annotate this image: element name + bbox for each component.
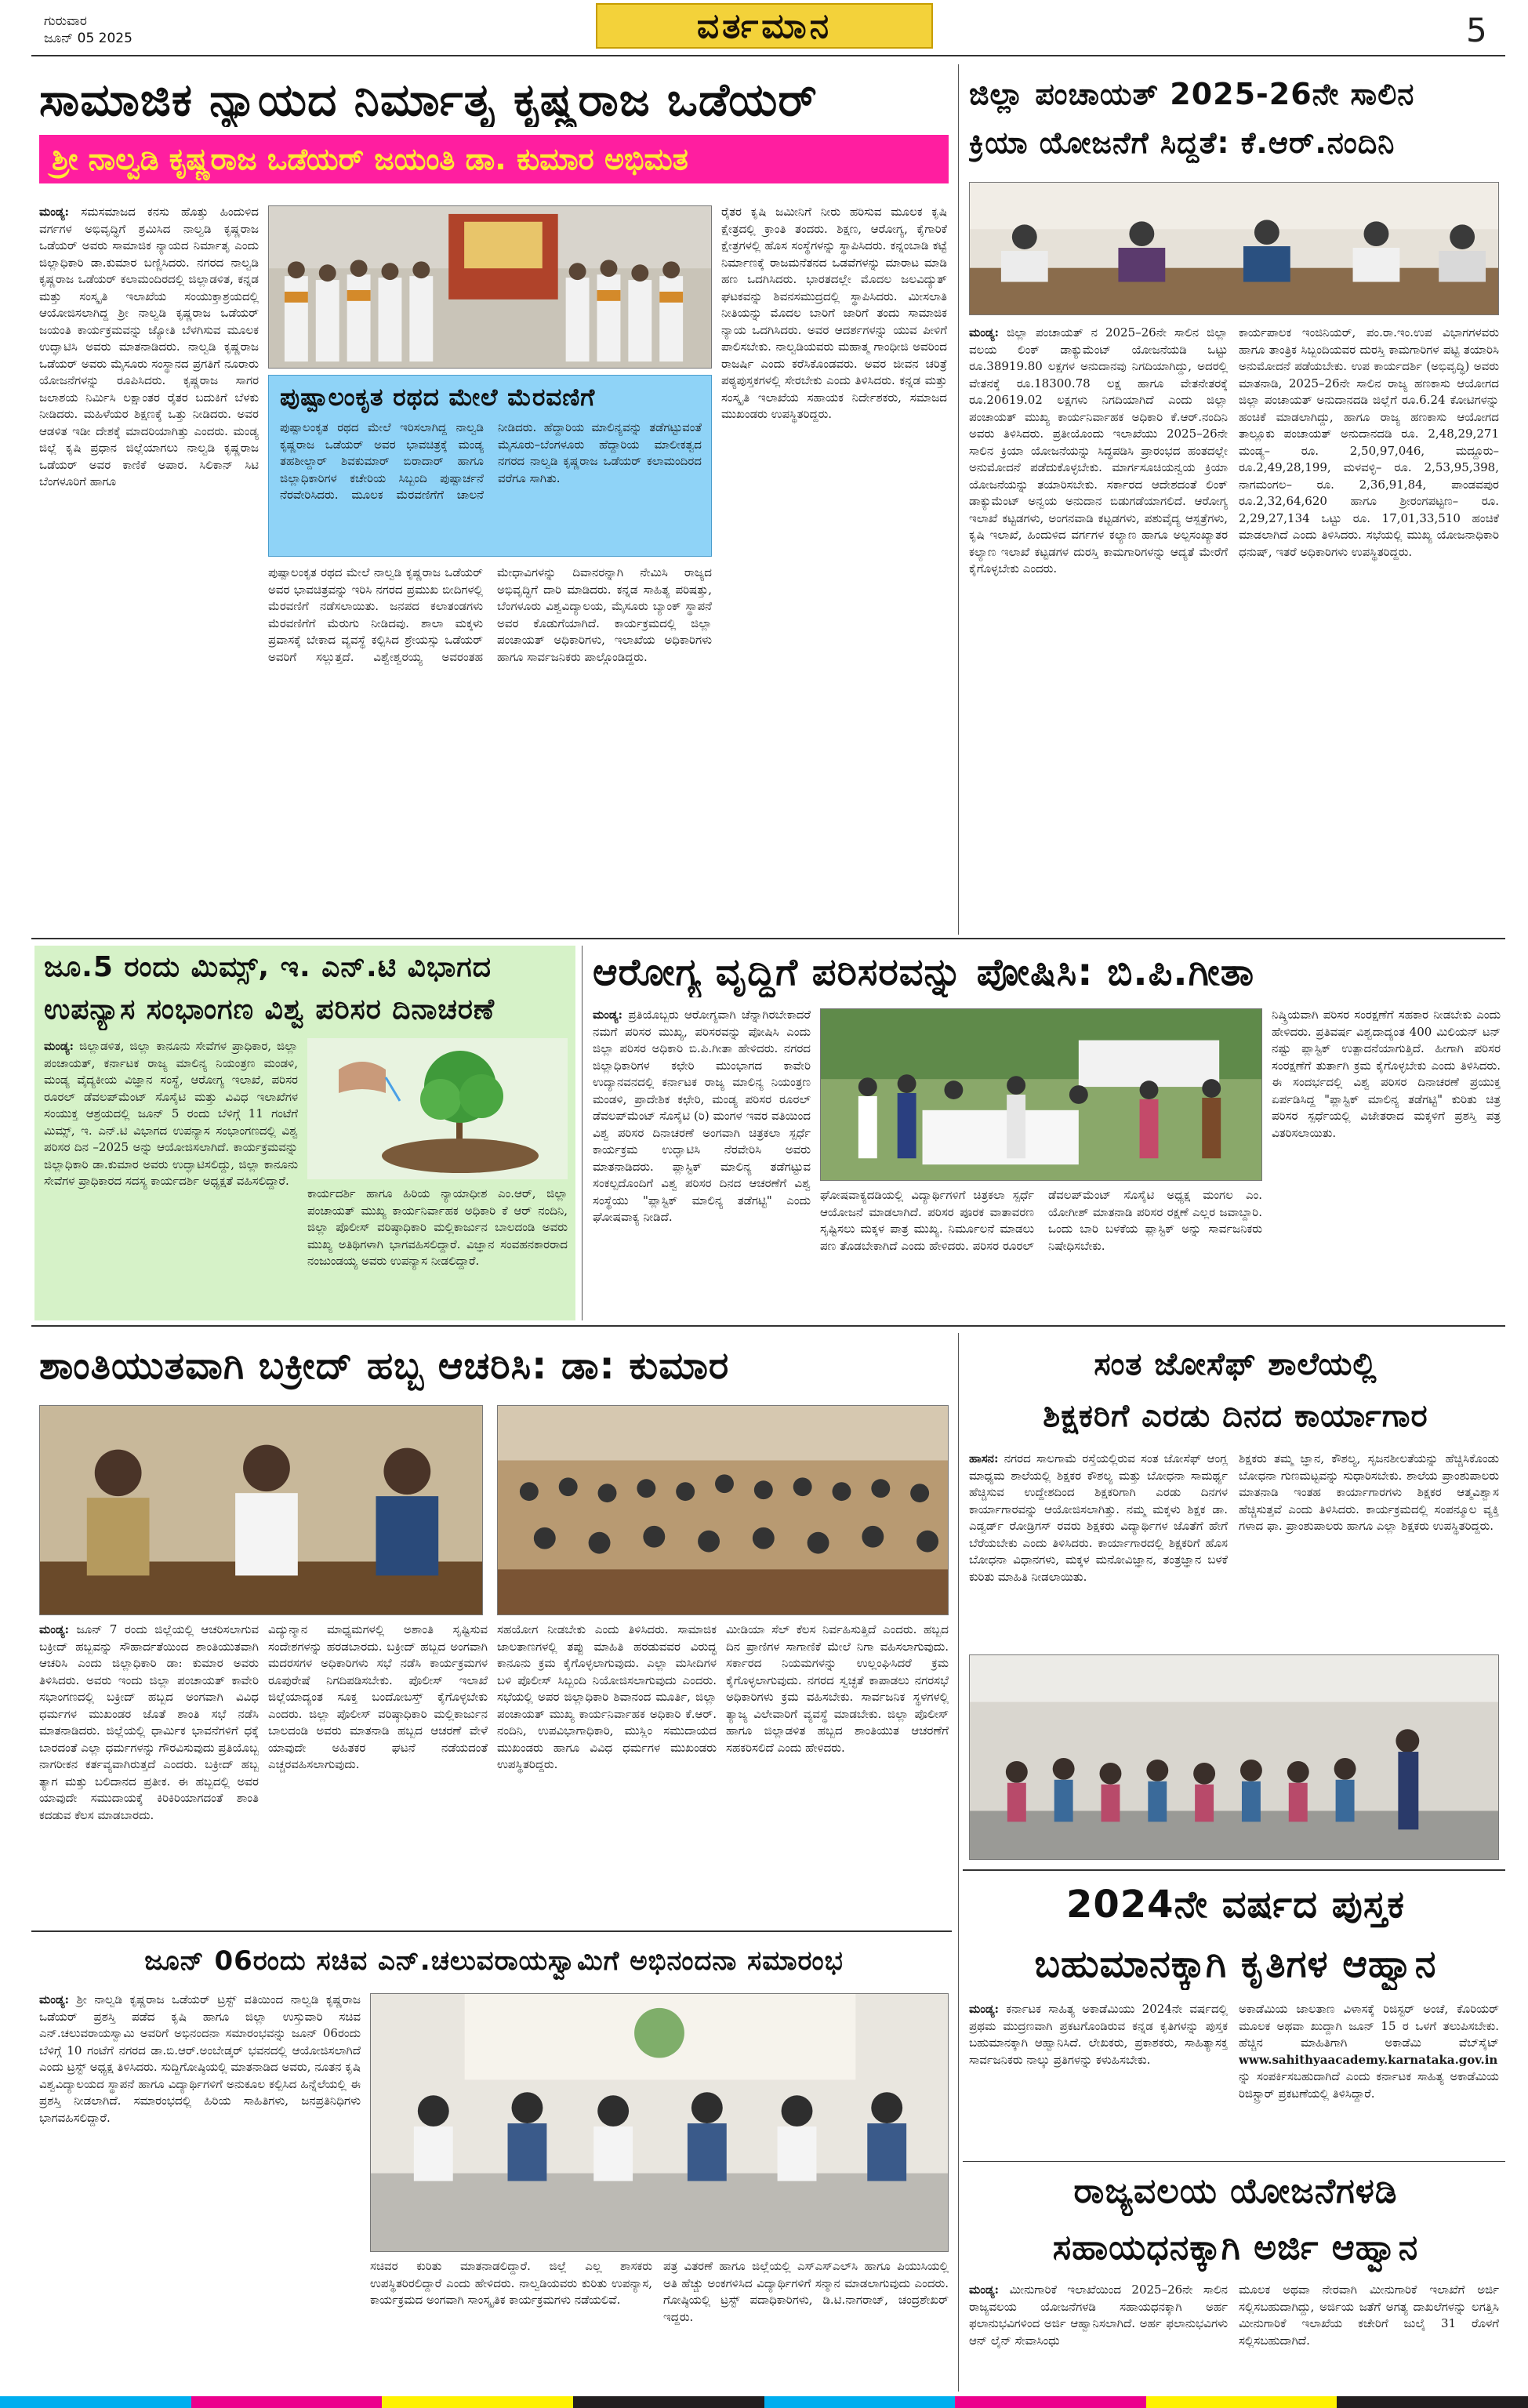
article4-headline: ಆರೋಗ್ಯ ವೃದ್ಧಿಗೆ ಪರಿಸರವನ್ನು ಪೋಷಿಸಿ: ಬಿ.ಪಿ.ಗೀತಾ — [593, 950, 1255, 994]
section-rule-5 — [963, 2161, 1505, 2162]
article7-column-2: ಸಚಿವರ ಕುರಿತು ಮಾತನಾಡಲಿದ್ದಾರೆ. ಜಿಲ್ಲೆ ಎಲ್ಲ ಶಾಸಕರು ಉಪಸ್ಥಿತರಿರಲಿದ್ದಾರೆ ಎಂದು ಹೇಳಿದರು. ನಾಲ್ವಡಿಯವರು ಕುರಿತು ಉಪನ್ಯಾಸ, ಕಾರ್ಯಕ್ರಮದ ಅಂಗವಾಗಿ ಸಾಂಸ್ಕೃತಿಕ ಕಾರ್ಯಕ್ರಮಗಳು ನಡೆಯಲಿವೆ. — [370, 2259, 652, 2307]
article5-dateline: ಮಂಡ್ಯ: — [39, 1622, 70, 1636]
section-rule-3 — [31, 1930, 952, 1932]
article6-column-2: ಶಿಕ್ಷಕರು ತಮ್ಮ ಜ್ಞಾನ, ಕೌಶಲ್ಯ, ಸೃಜನಶೀಲತೆಯನ್ನು ಹೆಚ್ಚಿಸಿಕೊಂಡು ಬೋಧನಾ ಗುಣಮಟ್ಟವನ್ನು ಸುಧಾರಿಸಬೇಕು. ಶಾಲೆಯ ಪ್ರಾಂಶುಪಾಲರು ಮಾತನಾಡಿ ಇಂತಹ ಕಾರ್ಯಾಗಾರಗಳು ಶಿಕ್ಷಕರ ಆತ್ಮವಿಶ್ವಾಸ ಹೆಚ್ಚಿಸುತ್ತವೆ ಎಂದು ತಿಳಿಸಿದರು. ಕಾರ್ಯಕ್ರಮದಲ್ಲಿ ಸಂಪನ್ಮೂಲ ವ್ಯಕ್ತಿ ಗಳಾದ ಫಾ. ಪ್ರಾಂಶುಪಾಲರು ಹಾಗೂ ಎಲ್ಲಾ ಶಿಕ್ಷಕರು ಉಪಸ್ಥಿತರಿದ್ದರು. — [1239, 1451, 1499, 1533]
article3-headline-line-2: ಉಪನ್ಯಾಸ ಸಂಭಾಂಗಣ ವಿಶ್ವ ಪರಿಸರ ದಿನಾಚರಣೆ — [44, 993, 495, 1026]
page-number: 5 — [1466, 11, 1487, 49]
column-divider — [958, 1874, 959, 2392]
print-registration-marks — [0, 2396, 1528, 2408]
article9-column-2: ಮೂಲಕ ಅಥವಾ ನೇರವಾಗಿ ಮೀನುಗಾರಿಕೆ ಇಲಾಖೆಗೆ ಅರ್ಜಿ ಸಲ್ಲಿಸಬಹುದಾಗಿದ್ದು, ಅರ್ಜಿಯ ಜತೆಗೆ ಅಗತ್ಯ ದಾಖಲೆಗಳನ್ನು ಲಗತ್ತಿಸಿ ಮೀನುಗಾರಿಕೆ ಇಲಾಖೆಯ ಕಚೇರಿಗೆ ಜುಲೈ 31 ರೊಳಗೆ ಸಲ್ಲಿಸಬಹುದಾಗಿದೆ. — [1239, 2283, 1499, 2348]
article1-column-1: ಮಂಡ್ಯ: ಸಮಸಮಾಜದ ಕನಸು ಹೊತ್ತು ಹಿಂದುಳಿದ ವರ್ಗಗಳ ಅಭಿವೃದ್ಧಿಗೆ ಶ್ರಮಿಸಿದ ನಾಲ್ವಡಿ ಕೃಷ್ಣರಾಜ ಒಡೆಯರ್ ಅವರು ಸಾಮಾಜಿಕ ನ್ಯಾಯದ ನಿರ್ಮಾತೃ ಎಂದು ಜಿಲ್ಲಾಧಿಕಾರಿ ಡಾ.ಕುಮಾರ ಬಣ್ಣಿಸಿದರು. ನಗರದ ನಾಲ್ವಡಿ ಕೃಷ್ಣರಾಜ ಒಡೆಯರ್ ಕಲಾಮಂದಿರದಲ್ಲಿ ಜಿಲ್ಲಾಡಳಿತ, ಕನ್ನಡ ಮತ್ತು ಸಂಸ್ಕೃತಿ ಇಲಾಖೆಯ ಸಂಯುಕ್ತಾಶ್ರಯದಲ್ಲಿ ಆಯೋಜಿಸಲಾಗಿದ್ದ ಶ್ರೀ ನಾಲ್ವಡಿ ಕೃಷ್ಣರಾಜ ಒಡೆಯರ್ ಜಯಂತಿ ಕಾರ್ಯಕ್ರಮವನ್ನು ಜ್ಯೋತಿ ಬೆಳಗಿಸುವ ಮೂಲಕ ಉದ್ಘಾಟಿಸಿ ಅವರು ಮಾತನಾಡಿದರು. ನಾಲ್ವಡಿ ಕೃಷ್ಣರಾಜ ಒಡೆಯರ್ ಅವರು ಮೈಸೂರು ಸಂಸ್ಥಾನದ ಪ್ರಗತಿಗೆ ನೂರಾರು ಯೋಜನೆಗಳನ್ನು ರೂಪಿಸಿದರು. ಕೃಷ್ಣರಾಜ ಸಾಗರ ಜಲಾಶಯ ನಿರ್ಮಿಸಿ ಲಕ್ಷಾಂತರ ರೈತರ ಬದುಕಿಗೆ ಬೆಳಕು ನೀಡಿದರು. ಮಹಿಳೆಯರ ಶಿಕ್ಷಣಕ್ಕೆ ಒತ್ತು ನೀಡಿದರು. ಅವರ ಆಡಳಿತ ಇಡೀ ದೇಶಕ್ಕೆ ಮಾದರಿಯಾಗಿತ್ತು ಎಂದರು. ಮಂಡ್ಯ ಜಿಲ್ಲೆ ಕೃಷಿ ಪ್ರಧಾನ ಜಿಲ್ಲೆಯಾಗಲು ನಾಲ್ವಡಿ ಕೃಷ್ಣರಾಜ ಒಡೆಯರ್ ಅವರ ಕಾಣಿಕೆ ಅಪಾರ. ಸಿಲಿಕಾನ್ ಸಿಟಿ ಬೆಂಗಳೂರಿಗೆ ಹಾಗೂ — [39, 205, 259, 489]
article1-headline: ಸಾಮಾಜಿಕ ನ್ಯಾಯದ ನಿರ್ಮಾತೃ ಕೃಷ್ಣರಾಜ ಒಡೆಯರ್ — [39, 73, 818, 126]
article2-photo — [969, 182, 1499, 315]
article7-column-1: ಮಂಡ್ಯ: ಶ್ರೀ ನಾಲ್ವಡಿ ಕೃಷ್ಣರಾಜ ಒಡೆಯರ್ ಟ್ರಸ್ಟ್ ವತಿಯಿಂದ ನಾಲ್ವಡಿ ಕೃಷ್ಣರಾಜ ಒಡೆಯರ್ ಪ್ರಶಸ್ತಿ ಪಡೆದ ಕೃಷಿ ಹಾಗೂ ಜಿಲ್ಲಾ ಉಸ್ತುವಾರಿ ಸಚಿವ ಎನ್.ಚಲುವರಾಯಸ್ವಾಮಿ ಅವರಿಗೆ ಅಭಿನಂದನಾ ಸಮಾರಂಭವನ್ನು ಜೂನ್ 06ರಂದು ಬೆಳಿಗ್ಗೆ 10 ಗಂಟೆಗೆ ನಗರದ ಡಾ.ಬಿ.ಆರ್.ಅಂಬೇಡ್ಕರ್ ಭವನದಲ್ಲಿ ಆಯೋಜಿಸಲಾಗಿದೆ ಎಂದು ಟ್ರಸ್ಟ್ ಅಧ್ಯಕ್ಷ ತಿಳಿಸಿದರು. ಸುದ್ದಿಗೋಷ್ಠಿಯಲ್ಲಿ ಮಾತನಾಡಿದ ಅವರು, ನೂತನ ಕೃಷಿ ವಿಶ್ವವಿದ್ಯಾಲಯದ ಸ್ಥಾಪನೆ ಹಾಗೂ ವಿದ್ಯಾರ್ಥಿಗಳಿಗೆ ಅನುಕೂಲ ಕಲ್ಪಿಸಿದ ಹಿನ್ನೆಲೆಯಲ್ಲಿ ಈ ಪ್ರಶಸ್ತಿ ನೀಡಲಾಗಿದೆ. ಸಮಾರಂಭದಲ್ಲಿ ಹಿರಿಯ ಸಾಹಿತಿಗಳು, ಜನಪ್ರತಿನಿಧಿಗಳು ಭಾಗವಹಿಸಲಿದ್ದಾರೆ. — [39, 1992, 361, 2125]
section-rule-2 — [31, 1325, 1505, 1327]
park-event-photo-icon — [821, 1009, 1261, 1180]
tree-in-hands-icon — [307, 1038, 568, 1179]
article1-column-2: ಪುಷ್ಪಾಲಂಕೃತ ರಥದ ಮೇಲೆ ನಾಲ್ವಡಿ ಕೃಷ್ಣರಾಜ ಒಡೆಯರ್ ಅವರ ಭಾವಚಿತ್ರವನ್ನು ಇರಿಸಿ ನಗರದ ಪ್ರಮುಖ ಬೀದಿಗಳಲ್ಲಿ ಮೆರವಣಿಗೆ ನಡೆಸಲಾಯಿತು. ಜನಪದ ಕಲಾತಂಡಗಳು ಮೆರವಣಿಗೆಗೆ ಮೆರುಗು ನೀಡಿದವು. ಶಾಲಾ ಮಕ್ಕಳು ಪ್ರವಾಸಕ್ಕೆ ಬೇಕಾದ ವ್ಯವಸ್ಥೆ ಕಲ್ಪಿಸಿದ ಶ್ರೇಯಸ್ಸು ಒಡೆಯರ್ ಅವರಿಗೆ ಸಲ್ಲುತ್ತದೆ. ವಿಶ್ವೇಶ್ವರಯ್ಯ ಅವರಂತಹ ಮೇಧಾವಿಗಳನ್ನು ದಿವಾನರನ್ನಾಗಿ ನೇಮಿಸಿ ರಾಜ್ಯದ ಅಭಿವೃದ್ಧಿಗೆ ದಾರಿ ಮಾಡಿದರು. ಕನ್ನಡ ಸಾಹಿತ್ಯ ಪರಿಷತ್ತು, ಬೆಂಗಳೂರು ವಿಶ್ವವಿದ್ಯಾಲಯ, ಮೈಸೂರು ಬ್ಯಾಂಕ್ ಸ್ಥಾಪನೆ ಅವರ ಕೊಡುಗೆಯಾಗಿದೆ. ಕಾರ್ಯಕ್ರಮದಲ್ಲಿ ಜಿಲ್ಲಾ ಪಂಚಾಯತ್ ಅಧಿಕಾರಿಗಳು, ಇಲಾಖೆಯ ಅಧಿಕಾರಿಗಳು ಹಾಗೂ ಸಾರ್ವಜನಿಕರು ಪಾಲ್ಗೊಂಡಿದ್ದರು. — [268, 565, 712, 664]
masthead-rule — [31, 55, 1505, 56]
article5-photo-1 — [39, 1405, 483, 1615]
article2-headline-line-2: ಕ್ರಿಯಾ ಯೋಜನೆಗೆ ಸಿದ್ಧತೆ: ಕೆ.ಆರ್.ನಂದಿನಿ — [969, 125, 1396, 160]
article8-dateline: ಮಂಡ್ಯ: — [969, 2002, 1000, 2016]
article2-column-2: ಕಾರ್ಯಪಾಲಕ ಇಂಜಿನಿಯರ್, ಪಂ.ರಾ.ಇಂ.ಉಪ ವಿಭಾಗಗಳವರು ಹಾಗೂ ತಾಂತ್ರಿಕ ಸಿಬ್ಬಂದಿಯವರ ದುರಸ್ತಿ ಕಾಮಗಾರಿಗಳ ಪಟ್ಟಿ ತಯಾರಿಸಿ ಅನುಮೋದನೆ ಪಡೆಯಬೇಕು. ಉಪ ಕಾರ್ಯದರ್ಶಿ (ಅಭಿವೃದ್ಧಿ) ಅವರು ಮಾತನಾಡಿ, 2025–26ನೇ ಸಾಲಿನ ರಾಜ್ಯ ಹಣಕಾಸು ಆಯೋಗದ ಜಿಲ್ಲಾ ಪಂಚಾಯತ್ ಅನುದಾನದಡಿ ಜಿಲ್ಲೆಗೆ ರೂ.6.24 ಕೋಟಿಗಳನ್ನು ಹಂಚಿಕೆ ಮಾಡಲಾಗಿದ್ದು, ಹಾಗೂ ರಾಜ್ಯ ಹಣಕಾಸು ಆಯೋಗದ ತಾಲ್ಲೂಕು ಪಂಚಾಯತ್ ಅನುದಾನದಡಿ ರೂ. 2,48,29,271 ಮಂಡ್ಯ– ರೂ. 2,50,97,046, ಮದ್ದೂರು– ರೂ.2,49,28,199, ಮಳವಳ್ಳಿ– ರೂ. 2,53,95,398, ನಾಗಮಂಗಲ– ರೂ. 2,36,91,84, ಪಾಂಡವಪುರ ರೂ.2,32,64,620 ಹಾಗೂ ಶ್ರೀರಂಗಪಟ್ಟಣ– ರೂ. 2,29,27,134 ಒಟ್ಟು ರೂ. 17,01,33,510 ಹಂಚಿಕೆ ಮಾಡಲಾಗಿದೆ ಎಂದು ತಿಳಿಸಿದರು. ಸಭೆಯಲ್ಲಿ ಮುಖ್ಯ ಯೋಜನಾಧಿಕಾರಿ ಧನುಷ್, ಇತರೆ ಅಧಿಕಾರಿಗಳು ಉಪಸ್ಥಿತರಿದ್ದರು. — [1239, 325, 1499, 559]
sidebar-box-headline: ಪುಷ್ಪಾಲಂಕೃತ ರಥದ ಮೇಲೆ ಮೆರವಣಿಗೆ — [280, 383, 596, 412]
article6-dateline: ಹಾಸನ: — [969, 1451, 999, 1466]
article6-column-1: ಹಾಸನ: ನಗರದ ಸಾಲಗಾಮೆ ರಸ್ತೆಯಲ್ಲಿರುವ ಸಂತ ಜೋಸೆಫ್ ಆಂಗ್ಲ ಮಾಧ್ಯಮ ಶಾಲೆಯಲ್ಲಿ ಶಿಕ್ಷಕರ ಕೌಶಲ್ಯ ಮತ್ತು ಬೋಧನಾ ಸಾಮರ್ಥ್ಯ ಹೆಚ್ಚಿಸುವ ಉದ್ದೇಶದಿಂದ ಶಿಕ್ಷಕರಿಗಾಗಿ ಎರಡು ದಿನಗಳ ಕಾರ್ಯಾಗಾರವನ್ನು ಆಯೋಜಿಸಲಾಗಿತ್ತು. ನಮ್ಮ ಮಕ್ಕಳು ಶಿಕ್ಷಕ ಡಾ. ಎಡ್ವರ್ಡ್ ರೋಡ್ರಿಗಸ್ ರವರು ಶಿಕ್ಷಕರು ವಿದ್ಯಾರ್ಥಿಗಳ ಜೊತೆಗೆ ಹೇಗೆ ಬೆರೆಯಬೇಕು ಎಂದು ತಿಳಿಸಿದರು. ಕಾರ್ಯಾಗಾರದಲ್ಲಿ ಶಿಕ್ಷಕರಿಗೆ ಹೊಸ ಬೋಧನಾ ವಿಧಾನಗಳು, ಮಕ್ಕಳ ಮನೋವಿಜ್ಞಾನ, ತಂತ್ರಜ್ಞಾನ ಬಳಕೆ ಕುರಿತು ಮಾಹಿತಿ ನೀಡಲಾಯಿತು. — [969, 1451, 1228, 1584]
article4-dateline: ಮಂಡ್ಯ: — [593, 1008, 623, 1022]
article7-dateline: ಮಂಡ್ಯ: — [39, 1992, 70, 2007]
article6-headline-line-2: ಶಿಕ್ಷಕರಿಗೆ ಎರಡು ದಿನದ ಕಾರ್ಯಾಗಾರ — [1043, 1398, 1428, 1434]
article4-column-3: ನಿಷ್ಕ್ರಿಯವಾಗಿ ಪರಿಸರ ಸಂರಕ್ಷಣೆಗೆ ಸಹಕಾರ ನೀಡಬೇಕು ಎಂದು ಹೇಳಿದರು. ಪ್ರತಿವರ್ಷ ವಿಶ್ವದಾದ್ಯಂತ 400 ಮಿಲಿಯನ್ ಟನ್ ನಷ್ಟು ಪ್ಲಾಸ್ಟಿಕ್ ಉತ್ಪಾದನೆಯಾಗುತ್ತಿದೆ. ಹೀಗಾಗಿ ಪರಿಸರ ಸಂರಕ್ಷಣೆಗೆ ತುರ್ತಾಗಿ ಕ್ರಮ ಕೈಗೊಳ್ಳಬೇಕು ಎಂದು ತಿಳಿಸಿದರು. ಈ ಸಂದರ್ಭದಲ್ಲಿ ವಿಶ್ವ ಪರಿಸರ ದಿನಾಚರಣೆ ಪ್ರಯುಕ್ತ ಏರ್ಪಡಿಸಿದ್ದ "ಪ್ಲಾಸ್ಟಿಕ್ ಮಾಲಿನ್ಯ ತಡೆಗಟ್ಟಿ" ಕುರಿತು ಚಿತ್ರ ಪರಿಸರ ಸ್ಪರ್ಧೆಯಲ್ಲಿ ವಿಜೇತರಾದ ಮಕ್ಕಳಿಗೆ ಪ್ರಶಸ್ತಿ ಪತ್ರ ವಿತರಿಸಲಾಯಿತು. — [1272, 1008, 1501, 1140]
article1-sidebar-box — [268, 375, 712, 557]
article3-column-1: ಮಂಡ್ಯ: ಜಿಲ್ಲಾಡಳಿತ, ಜಿಲ್ಲಾ ಕಾನೂನು ಸೇವೆಗಳ ಪ್ರಾಧಿಕಾರ, ಜಿಲ್ಲಾ ಪಂಚಾಯತ್, ಕರ್ನಾಟಕ ರಾಜ್ಯ ಮಾಲಿನ್ಯ ನಿಯಂತ್ರಣ ಮಂಡಳಿ, ಮಂಡ್ಯ ವೈದ್ಯಕೀಯ ವಿಜ್ಞಾನ ಸಂಸ್ಥೆ, ಆರೋಗ್ಯ ಇಲಾಖೆ, ಪರಿಸರ ರೂರಲ್ ಡೆವಲಪ್‌ಮೆಂಟ್ ಸೊಸೈಟಿ ಮತ್ತು ವಿವಿಧ ಇಲಾಖೆಗಳ ಸಂಯುಕ್ತ ಆಶ್ರಯದಲ್ಲಿ ಜೂನ್ 5 ರಂದು ಬೆಳಿಗ್ಗೆ 11 ಗಂಟೆಗೆ ಮಿಮ್ಸ್, ಇ. ಎನ್.ಟಿ ವಿಭಾಗದ ಉಪನ್ಯಾಸ ಸಂಭಾಂಗಣದಲ್ಲಿ ವಿಶ್ವ ಪರಿಸರ ದಿನ –2025 ಅನ್ನು ಆಯೋಜಿಸಲಾಗಿದೆ. ಕಾರ್ಯಕ್ರಮವನ್ನು ಜಿಲ್ಲಾಧಿಕಾರಿ ಡಾ.ಕುಮಾರ ಅವರು ಉದ್ಘಾಟಿಸಲಿದ್ದು, ಜಿಲ್ಲಾ ಕಾನೂನು ಸೇವೆಗಳ ಪ್ರಾಧಿಕಾರದ ಸದಸ್ಯ ಕಾರ್ಯದರ್ಶಿ ಅಧ್ಯಕ್ಷತೆ ವಹಿಸಲಿದ್ದಾರೆ. — [44, 1039, 298, 1188]
issue-date: ಜೂನ್ 05 2025 — [44, 31, 132, 46]
article1-photo — [268, 205, 712, 369]
article9-dateline: ಮಂಡ್ಯ: — [969, 2283, 1000, 2297]
issue-day: ಗುರುವಾರ — [44, 13, 87, 29]
article3-headline-line-1: ಜೂ.5 ರಂದು ಮಿಮ್ಸ್, ಇ. ಎನ್.ಟಿ ವಿಭಾಗದ — [44, 951, 492, 983]
article9-headline-line-1: ರಾಜ್ಯವಲಯ ಯೋಜನೆಗಳಡಿ — [1073, 2171, 1398, 2211]
article8-headline-line-2: ಬಹುಮಾನಕ್ಕಾಗಿ ಕೃತಿಗಳ ಆಹ್ವಾನ — [1034, 1942, 1437, 1986]
article4-photo — [820, 1008, 1262, 1181]
article1-column-3: ರೈತರ ಕೃಷಿ ಜಮೀನಿಗೆ ನೀರು ಹರಿಸುವ ಮೂಲಕ ಕೃಷಿ ಕ್ಷೇತ್ರದಲ್ಲಿ ಕ್ರಾಂತಿ ತಂದರು. ಶಿಕ್ಷಣ, ಆರೋಗ್ಯ, ಕೈಗಾರಿಕೆ ಕ್ಷೇತ್ರಗಳಲ್ಲಿ ಹೊಸ ಸಂಸ್ಥೆಗಳನ್ನು ಸ್ಥಾಪಿಸಿದರು. ಕನ್ನಂಬಾಡಿ ಕಟ್ಟೆ ನಿರ್ಮಾಣಕ್ಕೆ ರಾಜಮನೆತನದ ಒಡವೆಗಳನ್ನು ಮಾರಾಟ ಮಾಡಿ ಹಣ ಒದಗಿಸಿದರು. ಭಾರತದಲ್ಲೇ ಮೊದಲ ಜಲವಿದ್ಯುತ್ ಘಟಕವನ್ನು ಶಿವನಸಮುದ್ರದಲ್ಲಿ ಸ್ಥಾಪಿಸಿದರು. ಮೀಸಲಾತಿ ನೀತಿಯನ್ನು ಮೊದಲ ಬಾರಿಗೆ ಜಾರಿಗೆ ತಂದು ಸಾಮಾಜಿಕ ನ್ಯಾಯ ಒದಗಿಸಿದರು. ಅವರ ಆದರ್ಶಗಳನ್ನು ಯುವ ಪೀಳಿಗೆ ಪಾಲಿಸಬೇಕು. ನಾಲ್ವಡಿಯವರು ಮಹಾತ್ಮ ಗಾಂಧೀಜಿ ಅವರಿಂದ ರಾಜರ್ಷಿ ಎಂದು ಕರೆಸಿಕೊಂಡವರು. ಅವರ ಜೀವನ ಚರಿತ್ರೆ ಪಠ್ಯಪುಸ್ತಕಗಳಲ್ಲಿ ಸೇರಬೇಕು ಎಂದು ತಿಳಿಸಿದರು. ಕನ್ನಡ ಮತ್ತು ಸಂಸ್ಕೃತಿ ಇಲಾಖೆಯ ಸಹಾಯಕ ನಿರ್ದೇಶಕರು, ಸಮಾಜದ ಮುಖಂಡರು ಉಪಸ್ಥಿತರಿದ್ದರು. — [721, 205, 947, 421]
article5-column-4: ಮೀಡಿಯಾ ಸೆಲ್ ಕೆಲಸ ನಿರ್ವಹಿಸುತ್ತಿದೆ ಎಂದರು. ಹಬ್ಬದ ದಿನ ಪ್ರಾಣಿಗಳ ಸಾಗಾಣಿಕೆ ಮೇಲೆ ನಿಗಾ ವಹಿಸಲಾಗುವುದು. ಸರ್ಕಾರದ ನಿಯಮಗಳನ್ನು ಉಲ್ಲಂಘಿಸಿದರೆ ಕ್ರಮ ಕೈಗೊಳ್ಳಲಾಗುವುದು. ನಗರದ ಸ್ವಚ್ಛತೆ ಕಾಪಾಡಲು ನಗರಸಭೆ ಅಧಿಕಾರಿಗಳು ಕ್ರಮ ವಹಿಸಬೇಕು. ಸಾರ್ವಜನಿಕ ಸ್ಥಳಗಳಲ್ಲಿ ತ್ಯಾಜ್ಯ ವಿಲೇವಾರಿಗೆ ವ್ಯವಸ್ಥೆ ಮಾಡಬೇಕು. ಜಿಲ್ಲಾ ಪೊಲೀಸ್ ಹಾಗೂ ಜಿಲ್ಲಾಡಳಿತ ಹಬ್ಬದ ಶಾಂತಿಯುತ ಆಚರಣೆಗೆ ಸಹಕರಿಸಲಿದೆ ಎಂದು ಹೇಳಿದರು. — [726, 1622, 949, 1755]
sidebar-box-text: ಪುಷ್ಪಾಲಂಕೃತ ರಥದ ಮೇಲೆ ಇರಿಸಲಾಗಿದ್ದ ನಾಲ್ವಡಿ ಕೃಷ್ಣರಾಜ ಒಡೆಯರ್ ಅವರ ಭಾವಚಿತ್ರಕ್ಕೆ ಮಂಡ್ಯ ತಹಶೀಲ್ದಾರ್ ಶಿವಕುಮಾರ್ ಬಿರಾದಾರ್ ಹಾಗೂ ಜಿಲ್ಲಾಧಿಕಾರಿಗಳ ಕಚೇರಿಯ ಸಿಬ್ಬಂದಿ ಪುಷ್ಪಾರ್ಚನೆ ನೆರವೇರಿಸಿದರು. ಮೂಲಕ ಮೆರವಣಿಗೆಗೆ ಚಾಲನೆ ನೀಡಿದರು. ಹೆದ್ದಾರಿಯ ಮಾಲಿನ್ಯವನ್ನು ತಡೆಗಟ್ಟುವಂತೆ ಮೈಸೂರು–ಬೆಂಗಳೂರು ಹೆದ್ದಾರಿಯ ಮಾಲೀಕತ್ವದ ನಗರದ ನಾಲ್ವಡಿ ಕೃಷ್ಣರಾಜ ಒಡೆಯರ್ ಕಲಾಮಂದಿರದ ವರೆಗೂ ಸಾಗಿತು. — [280, 420, 702, 502]
academy-website-link[interactable]: www.sahithyaacademy.karnataka.gov.in — [1239, 2052, 1498, 2067]
newspaper-title: ವರ್ತಮಾನ — [596, 3, 933, 49]
column-divider — [958, 1333, 959, 1929]
section-rule-4 — [963, 1869, 1505, 1871]
ceremony-photo-icon — [269, 206, 711, 368]
article3-photo — [307, 1038, 568, 1179]
article3-column-2: ಕಾರ್ಯದರ್ಶಿ ಹಾಗೂ ಹಿರಿಯ ನ್ಯಾಯಾಧೀಶ ಎಂ.ಆರ್, ಜಿಲ್ಲಾ ಪಂಚಾಯತ್ ಮುಖ್ಯ ಕಾರ್ಯನಿರ್ವಾಹಕ ಅಧಿಕಾರಿ ಕೆ ಆರ್ ನಂದಿನಿ, ಜಿಲ್ಲಾ ಪೊಲೀಸ್ ವರಿಷ್ಠಾಧಿಕಾರಿ ಮಲ್ಲಿಕಾರ್ಜುನ ಬಾಲದಂಡಿ ಅವರು ಮುಖ್ಯ ಅತಿಥಿಗಳಾಗಿ ಭಾಗವಹಿಸಲಿದ್ದಾರೆ. ವಿಜ್ಞಾನ ಸಂವಹನಕಾರರಾದ ನಂಜುಂಡಯ್ಯ ಅವರು ಉಪನ್ಯಾಸ ನೀಡಲಿದ್ದಾರೆ. — [307, 1186, 568, 1268]
article6-photo — [969, 1654, 1499, 1860]
article5-headline: ಶಾಂತಿಯುತವಾಗಿ ಬಕ್ರೀದ್ ಹಬ್ಬ ಆಚರಿಸಿ: ಡಾ: ಕುಮಾರ — [39, 1344, 730, 1388]
officials-photo-icon — [40, 1406, 482, 1614]
classroom-photo-icon — [970, 1655, 1498, 1859]
article4-column-1: ಮಂಡ್ಯ: ಪ್ರತಿಯೊಬ್ಬರು ಆರೋಗ್ಯವಾಗಿ ಚೆನ್ನಾಗಿರಬೇಕಾದರೆ ನಮಗೆ ಪರಿಸರ ಮುಖ್ಯ, ಪರಿಸರವನ್ನು ಪೋಷಿಸಿ ಎಂದು ಜಿಲ್ಲಾ ಪರಿಸರ ಅಧಿಕಾರಿ ಬಿ.ಪಿ.ಗೀತಾ ಹೇಳಿದರು. ನಗರದ ಜಿಲ್ಲಾಧಿಕಾರಿಗಳ ಕಛೇರಿ ಮುಂಭಾಗದ ಕಾವೇರಿ ಉದ್ಯಾನವನದಲ್ಲಿ ಕರ್ನಾಟಕ ರಾಜ್ಯ ಮಾಲಿನ್ಯ ನಿಯಂತ್ರಣ ಮಂಡಳಿ, ಪ್ರಾದೇಶಿಕ ಕಛೇರಿ, ಮಂಡ್ಯ ಪರಿಸರ ರೂರಲ್ ಡೆವಲಪ್‌ಮೆಂಟ್ ಸೊಸೈಟಿ (ರಿ) ಮಂಗಳ ಇವರ ವತಿಯಿಂದ ವಿಶ್ವ ಪರಿಸರ ದಿನಾಚರಣೆ ಅಂಗವಾಗಿ ಚಿತ್ರಕಲಾ ಸ್ಪರ್ಧೆ ಕಾರ್ಯಕ್ರಮ ಉದ್ಘಾಟಿಸಿ ನೆರವೇರಿಸಿ ಅವರು ಮಾತನಾಡಿದರು. ಪ್ಲಾಸ್ಟಿಕ್ ಮಾಲಿನ್ಯ ತಡೆಗಟ್ಟುವ ಸಂಕಲ್ಪದೊಂದಿಗೆ ವಿಶ್ವ ಪರಿಸರ ದಿನದ ಆಚರಣೆಗೆ ವಿಶ್ವ ಸಂಸ್ಥೆಯು "ಪ್ಲಾಸ್ಟಿಕ್ ಮಾಲಿನ್ಯ ತಡೆಗಟ್ಟಿ" ಎಂದು ಘೋಷವಾಕ್ಯ ನೀಡಿದೆ. — [593, 1008, 811, 1224]
article7-photo — [370, 1993, 949, 2252]
article8-headline-line-1: 2024ನೇ ವರ್ಷದ ಪುಸ್ತಕ — [1065, 1883, 1406, 1927]
article7-headline: ಜೂನ್ 06ರಂದು ಸಚಿವ ಎನ್.ಚಲುವರಾಯಸ್ವಾಮಿಗೆ ಅಭಿನಂದನಾ ಸಮಾರಂಭ — [144, 1945, 844, 1977]
article1-dateline: ಮಂಡ್ಯ: — [39, 205, 70, 219]
article9-column-1: ಮಂಡ್ಯ: ಮೀನುಗಾರಿಕೆ ಇಲಾಖೆಯಿಂದ 2025–26ನೇ ಸಾಲಿನ ರಾಜ್ಯವಲಯ ಯೋಜನೆಗಳಡಿ ಸಹಾಯಧನಕ್ಕಾಗಿ ಅರ್ಹ ಫಲಾನುಭವಿಗಳಿಂದ ಅರ್ಜಿ ಆಹ್ವಾನಿಸಲಾಗಿದೆ. ಅರ್ಹ ಫಲಾನುಭವಿಗಳು ಆನ್ ಲೈನ್ ಸೇವಾಸಿಂಧು — [969, 2283, 1228, 2348]
article3-dateline: ಮಂಡ್ಯ: — [44, 1039, 74, 1053]
press-meet-photo-icon — [371, 1994, 948, 2251]
article1-subhead: ಶ್ರೀ ನಾಲ್ವಡಿ ಕೃಷ್ಣರಾಜ ಒಡೆಯರ್ ಜಯಂತಿ ಡಾ. ಕುಮಾರ ಅಭಿಮತ — [39, 135, 949, 183]
article2-headline-line-1: ಜಿಲ್ಲಾ ಪಂಚಾಯತ್ 2025-26ನೇ ಸಾಲಿನ — [969, 77, 1415, 111]
column-divider — [958, 64, 959, 935]
article7-column-3: ಪತ್ರ ವಿತರಣೆ ಹಾಗೂ ಜಿಲ್ಲೆಯಲ್ಲಿ ಎಸ್ಎಸ್ಎಲ್‌ಸಿ ಹಾಗೂ ಪಿಯುಸಿಯಲ್ಲಿ ಅತಿ ಹೆಚ್ಚು ಅಂಕಗಳಿಸಿದ ವಿದ್ಯಾರ್ಥಿಗಳಿಗೆ ಸನ್ಮಾನ ಮಾಡಲಾಗುವುದು ಎಂದರು. ಗೋಷ್ಠಿಯಲ್ಲಿ ಟ್ರಸ್ಟ್ ಪದಾಧಿಕಾರಿಗಳು, ಡಿ.ಟಿ.ನಾಗರಾಜ್, ಚಂದ್ರಶೇಖರ್ ಇದ್ದರು. — [663, 2259, 949, 2324]
article6-headline-line-1: ಸಂತ ಜೋಸೆಫ್ ಶಾಲೆಯಲ್ಲಿ — [1094, 1346, 1377, 1382]
article9-headline-line-2: ಸಹಾಯಧನಕ್ಕಾಗಿ ಅರ್ಜಿ ಆಹ್ವಾನ — [1052, 2228, 1419, 2268]
article2-column-1: ಮಂಡ್ಯ: ಜಿಲ್ಲಾ ಪಂಚಾಯತ್ ನ 2025–26ನೇ ಸಾಲಿನ ಜಿಲ್ಲಾ ವಲಯ ಲಿಂಕ್ ಡಾಕ್ಯುಮೆಂಟ್ ಯೋಜನೆಯಡಿ ಒಟ್ಟು ರೂ.38919.80 ಲಕ್ಷಗಳ ಅನುದಾನವು ನಿಗದಿಯಾಗಿದ್ದು, ಅದರಲ್ಲಿ ವೇತನಕ್ಕೆ ರೂ.18300.78 ಲಕ್ಷ ಹಾಗೂ ವೇತನೇತರಕ್ಕೆ ರೂ.20619.02 ಲಕ್ಷಗಳು ನಿಗದಿಯಾಗಿದೆ ಎಂದು ಜಿಲ್ಲಾ ಪಂಚಾಯತ್ ಮುಖ್ಯ ಕಾರ್ಯನಿರ್ವಾಹಕ ಅಧಿಕಾರಿ ಕೆ.ಆರ್.ನಂದಿನಿ ಅವರು ತಿಳಿಸಿದರು. ಪ್ರತೀಯೊಂದು ಇಲಾಖೆಯು 2025–26ನೇ ಸಾಲಿನ ಕ್ರಿಯಾ ಯೋಜನೆಯನ್ನು ಸಿದ್ಧಪಡಿಸಿ ಪ್ರಾರಂಭದ ಹಂತದಲ್ಲೇ ಅನುಮೋದನೆ ಪಡೆದುಕೊಳ್ಳಬೇಕು. ಮಾರ್ಗಸೂಚಿಯನ್ವಯ ಕ್ರಿಯಾ ಯೋಜನೆಯನ್ನು ತಯಾರಿಸಬೇಕು. ಸರ್ಕಾರದ ಆದೇಶದಂತೆ ಲಿಂಕ್ ಡಾಕ್ಯುಮೆಂಟ್ ಅನ್ವಯ ಅನುದಾನ ಬಿಡುಗಡೆಯಾಗಲಿದೆ. ಆರೋಗ್ಯ ಇಲಾಖೆ ಕಟ್ಟಡಗಳು, ಅಂಗನವಾಡಿ ಕಟ್ಟಡಗಳು, ಪಶುವೈದ್ಯ ಆಸ್ಪತ್ರೆಗಳು, ಕೃಷಿ ಇಲಾಖೆ, ಹಿಂದುಳಿದ ವರ್ಗಗಳ ಕಲ್ಯಾಣ ಹಾಗೂ ಅಲ್ಪಸಂಖ್ಯಾತರ ಕಲ್ಯಾಣ ಇಲಾಖೆ ಕಟ್ಟಡಗಳ ದುರಸ್ತಿ ಕಾಮಗಾರಿಗಳನ್ನು ಆದ್ಯತೆ ಮೇರೆಗೆ ಕೈಗೊಳ್ಳಬೇಕು ಎಂದರು. — [969, 325, 1228, 576]
article8-column-2: ಅಕಾಡೆಮಿಯ ಜಾಲತಾಣ ವಿಳಾಸಕ್ಕೆ ರಿಜಿಸ್ಟರ್ ಅಂಚೆ, ಕೊರಿಯರ್ ಮೂಲಕ ಅಥವಾ ಖುದ್ದಾಗಿ ಜೂನ್ 15 ರ ಒಳಗೆ ತಲುಪಿಸಬೇಕು. ಹೆಚ್ಚಿನ ಮಾಹಿತಿಗಾಗಿ ಅಕಾಡೆಮಿ ವೆಬ್‌ಸೈಟ್ www.sahithyaacademy.karnataka.gov.inನ್ನು ಸಂಪರ್ಕಿಸಬಹುದಾಗಿದೆ ಎಂದು ಕರ್ನಾಟಕ ಸಾಹಿತ್ಯ ಅಕಾಡೆಮಿಯ ರಿಜಿಸ್ಟ್ರಾರ್ ಪ್ರಕಟಣೆಯಲ್ಲಿ ತಿಳಿಸಿದ್ದಾರೆ. — [1239, 2002, 1499, 2101]
meeting-photo-icon — [970, 183, 1498, 314]
article8-column-1: ಮಂಡ್ಯ: ಕರ್ನಾಟಕ ಸಾಹಿತ್ಯ ಅಕಾಡೆಮಿಯು 2024ನೇ ವರ್ಷದಲ್ಲಿ ಪ್ರಥಮ ಮುದ್ರಣವಾಗಿ ಪ್ರಕಟಗೊಂಡಿರುವ ಕನ್ನಡ ಕೃತಿಗಳನ್ನು ಪುಸ್ತಕ ಬಹುಮಾನಕ್ಕಾಗಿ ಆಹ್ವಾನಿಸಿದೆ. ಲೇಖಕರು, ಪ್ರಕಾಶಕರು, ಸಾಹಿತ್ಯಾಸಕ್ತ ಸಾರ್ವಜನಿಕರು ನಾಲ್ಕು ಪ್ರತಿಗಳನ್ನು ಕಳುಹಿಸಬೇಕು. — [969, 2002, 1228, 2067]
article2-dateline: ಮಂಡ್ಯ: — [969, 325, 1000, 340]
section-rule-1 — [31, 938, 1505, 939]
article5-column-1: ಮಂಡ್ಯ: ಜೂನ್ 7 ರಂದು ಜಿಲ್ಲೆಯಲ್ಲಿ ಆಚರಿಸಲಾಗುವ ಬಕ್ರೀದ್ ಹಬ್ಬವನ್ನು ಸೌಹಾರ್ದತೆಯಿಂದ ಶಾಂತಿಯುತವಾಗಿ ಆಚರಿಸಿ ಎಂದು ಜಿಲ್ಲಾಧಿಕಾರಿ ಡಾ: ಕುಮಾರ ಅವರು ತಿಳಿಸಿದರು. ಅವರು ಇಂದು ಜಿಲ್ಲಾ ಪಂಚಾಯತ್ ಕಾವೇರಿ ಸಭಾಂಗಣದಲ್ಲಿ ಬಕ್ರೀದ್ ಹಬ್ಬದ ಅಂಗವಾಗಿ ವಿವಿಧ ಧರ್ಮಗಳ ಮುಖಂಡರ ಜೊತೆ ಶಾಂತಿ ಸಭೆ ನಡೆಸಿ ಮಾತನಾಡಿದರು. ಜಿಲ್ಲೆಯಲ್ಲಿ ಧಾರ್ಮಿಕ ಭಾವನೆಗಳಿಗೆ ಧಕ್ಕೆ ಬಾರದಂತೆ ಎಲ್ಲಾ ಧರ್ಮಗಳನ್ನು ಗೌರವಿಸುವುದು ಪ್ರತಿಯೊಬ್ಬ ನಾಗರೀಕನ ಕರ್ತವ್ಯವಾಗಿರುತ್ತದೆ ಎಂದರು. ಬಕ್ರೀದ್ ಹಬ್ಬ ತ್ಯಾಗ ಮತ್ತು ಬಲಿದಾನದ ಪ್ರತೀಕ. ಈ ಹಬ್ಬದಲ್ಲಿ ಅವರ ಯಾವುದೇ ಸಮುದಾಯಕ್ಕೆ ಕಿರಿಕಿರಿಯಾಗದಂತೆ ಶಾಂತಿ ಕದಡುವ ಕೆಲಸ ಮಾಡಬಾರದು. — [39, 1622, 259, 1822]
article4-column-2: ಘೋಷವಾಕ್ಯದಡಿಯಲ್ಲಿ ವಿದ್ಯಾರ್ಥಿಗಳಿಗೆ ಚಿತ್ರಕಲಾ ಸ್ಪರ್ಧೆ ಆಯೋಜನೆ ಮಾಡಲಾಗಿದೆ. ಪರಿಸರ ಪೂರಕ ವಾತಾವರಣ ಸೃಷ್ಟಿಸಲು ಮಕ್ಕಳ ಪಾತ್ರ ಮುಖ್ಯ. ನಿರ್ಮೂಲನೆ ಮಾಡಲು ಪಣ ತೊಡಬೇಕಾಗಿದೆ ಎಂದು ಹೇಳಿದರು. ಪರಿಸರ ರೂರಲ್ ಡೆವಲಪ್‌ಮೆಂಟ್ ಸೊಸೈಟಿ ಅಧ್ಯಕ್ಷ ಮಂಗಲ ಎಂ. ಯೋಗೀಶ್ ಮಾತನಾಡಿ ಪರಿಸರ ರಕ್ಷಣೆ ಎಲ್ಲರ ಜವಾಬ್ದಾರಿ. ಒಂದು ಬಾರಿ ಬಳಕೆಯ ಪ್ಲಾಸ್ಟಿಕ್ ಅನ್ನು ಸಾರ್ವಜನಿಕರು ನಿಷೇಧಿಸಬೇಕು. — [820, 1188, 1262, 1253]
article5-column-2: ವಿದ್ಯುನ್ಮಾನ ಮಾಧ್ಯಮಗಳಲ್ಲಿ ಅಶಾಂತಿ ಸೃಷ್ಟಿಸುವ ಸಂದೇಶಗಳನ್ನು ಹರಡಬಾರದು. ಬಕ್ರೀದ್ ಹಬ್ಬದ ಅಂಗವಾಗಿ ಮದರಸಗಳ ಅಧಿಕಾರಿಗಳು ಸಭೆ ನಡೆಸಿ ಕಾರ್ಯಕ್ರಮಗಳ ರೂಪುರೇಷೆ ನಿಗದಿಪಡಿಸಬೇಕು. ಪೊಲೀಸ್ ಇಲಾಖೆ ಜಿಲ್ಲೆಯಾದ್ಯಂತ ಸೂಕ್ತ ಬಂದೋಬಸ್ತ್ ಕೈಗೊಳ್ಳಬೇಕು ಎಂದರು. ಜಿಲ್ಲಾ ಪೊಲೀಸ್ ವರಿಷ್ಠಾಧಿಕಾರಿ ಮಲ್ಲಿಕಾರ್ಜುನ ಬಾಲದಂಡಿ ಅವರು ಮಾತನಾಡಿ ಹಬ್ಬದ ಆಚರಣೆ ವೇಳೆ ಯಾವುದೇ ಅಹಿತಕರ ಘಟನೆ ನಡೆಯದಂತೆ ಎಚ್ಚರವಹಿಸಲಾಗುವುದು. — [268, 1622, 488, 1771]
column-divider — [582, 946, 583, 1320]
issue-info — [44, 13, 132, 47]
meeting-hall-photo-icon — [498, 1406, 948, 1614]
article5-column-3: ಸಹಯೋಗ ನೀಡಬೇಕು ಎಂದು ತಿಳಿಸಿದರು. ಸಾಮಾಜಿಕ ಜಾಲತಾಣಗಳಲ್ಲಿ ತಪ್ಪು ಮಾಹಿತಿ ಹರಡುವವರ ವಿರುದ್ಧ ಕಾನೂನು ಕ್ರಮ ಕೈಗೊಳ್ಳಲಾಗುವುದು. ಎಲ್ಲಾ ಮಸೀದಿಗಳ ಬಳಿ ಪೊಲೀಸ್ ಸಿಬ್ಬಂದಿ ನಿಯೋಜಿಸಲಾಗುವುದು ಎಂದರು. ಸಭೆಯಲ್ಲಿ ಅಪರ ಜಿಲ್ಲಾಧಿಕಾರಿ ಶಿವಾನಂದ ಮೂರ್ತಿ, ಜಿಲ್ಲಾ ಪಂಚಾಯತ್ ಮುಖ್ಯ ಕಾರ್ಯನಿರ್ವಾಹಕ ಅಧಿಕಾರಿ ಕೆ.ಆರ್. ನಂದಿನಿ, ಉಪವಿಭಾಗಾಧಿಕಾರಿ, ಮುಸ್ಲಿಂ ಸಮುದಾಯದ ಮುಖಂಡರು ಹಾಗೂ ವಿವಿಧ ಧರ್ಮಗಳ ಮುಖಂಡರು ಉಪಸ್ಥಿತರಿದ್ದರು. — [497, 1622, 717, 1771]
article5-photo-2 — [497, 1405, 949, 1615]
